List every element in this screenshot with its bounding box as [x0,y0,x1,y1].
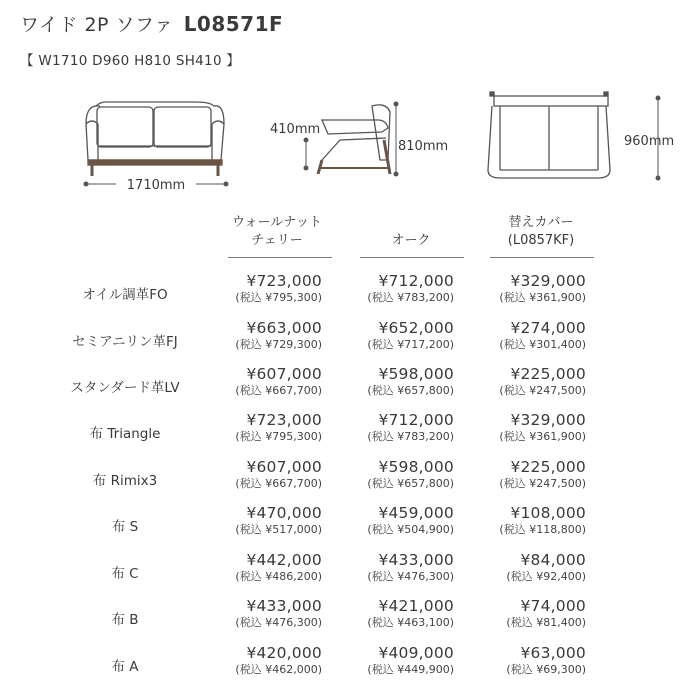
dimensions-line: 【 W1710 D960 H810 SH410 】 [20,53,241,69]
material-label: 布 A [111,659,139,675]
price-cell: ¥663,000 (税込 ¥729,300) [235,319,322,351]
price-cell: ¥329,000 (税込 ¥361,900) [499,272,586,304]
price-cell: ¥225,000 (税込 ¥247,500) [499,458,586,490]
price-cell: ¥470,000 (税込 ¥517,000) [235,504,322,536]
model-number: L08571F [183,12,284,36]
width-label: 1710mm [126,178,186,193]
product-name: ワイド 2P ソファ [20,14,174,36]
price-cell: ¥723,000 (税込 ¥795,300) [235,272,322,304]
height-label: 810mm [398,139,449,154]
sofa-diagram [0,0,700,200]
price-cell: ¥598,000 (税込 ¥657,800) [367,458,454,490]
material-label: 布 B [111,612,139,628]
table-row [0,318,700,365]
column-header-line2: オーク [391,233,431,248]
material-label: 布 C [111,566,139,582]
material-label: セミアニリン革FJ [72,334,178,350]
depth-label: 960mm [624,134,675,149]
side-view [318,105,390,174]
header-divider [228,257,332,258]
column-header-walnut-cherry [222,214,332,250]
table-row [0,643,700,690]
price-cell: ¥433,000 (税込 ¥476,300) [235,597,322,629]
price-cell: ¥712,000 (税込 ¥783,200) [367,272,454,304]
price-cell: ¥63,000 (税込 ¥69,300) [506,644,586,676]
material-label: 布 S [111,519,139,535]
seat-height-dimension [270,122,320,171]
material-label: 布 Triangle [89,426,161,442]
table-row [0,550,700,597]
price-cell: ¥420,000 (税込 ¥462,000) [235,644,322,676]
material-label: 布 Rimix3 [92,473,158,489]
top-view [488,92,610,178]
table-row [0,364,700,411]
column-header-line1: ウォールナット [232,215,322,230]
price-cell: ¥108,000 (税込 ¥118,800) [499,504,586,536]
price-cell: ¥409,000 (税込 ¥449,900) [367,644,454,676]
price-cell: ¥329,000 (税込 ¥361,900) [499,411,586,443]
table-row [0,503,700,550]
price-cell: ¥712,000 (税込 ¥783,200) [367,411,454,443]
price-cell: ¥723,000 (税込 ¥795,300) [235,411,322,443]
price-cell: ¥598,000 (税込 ¥657,800) [367,365,454,397]
price-cell: ¥652,000 (税込 ¥717,200) [367,319,454,351]
material-label: オイル調革FO [82,287,168,303]
table-row [0,457,700,504]
column-header-line1: 替えカバー [508,215,574,230]
material-label: スタンダード革LV [70,380,180,396]
table-row [0,596,700,643]
price-cell: ¥225,000 (税込 ¥247,500) [499,365,586,397]
height-dimension [394,102,449,177]
price-cell: ¥433,000 (税込 ¥476,300) [367,551,454,583]
width-dimension [84,178,229,193]
price-cell: ¥607,000 (税込 ¥667,700) [235,365,322,397]
front-view [86,102,224,176]
price-cell: ¥442,000 (税込 ¥486,200) [235,551,322,583]
column-header-line2: (L0857KF) [507,233,575,248]
column-header-cover [486,214,596,250]
price-cell: ¥459,000 (税込 ¥504,900) [367,504,454,536]
depth-dimension [624,96,674,181]
header-divider [490,257,594,258]
column-header-line2: チェリー [251,233,303,248]
price-cell: ¥84,000 (税込 ¥92,400) [506,551,586,583]
seat-height-label: 410mm [270,122,321,137]
header-divider [360,257,464,258]
price-cell: ¥607,000 (税込 ¥667,700) [235,458,322,490]
price-cell: ¥74,000 (税込 ¥81,400) [506,597,586,629]
column-header-oak [356,232,466,250]
price-cell: ¥421,000 (税込 ¥463,100) [367,597,454,629]
table-row [0,271,700,318]
table-row [0,410,700,457]
price-cell: ¥274,000 (税込 ¥301,400) [499,319,586,351]
